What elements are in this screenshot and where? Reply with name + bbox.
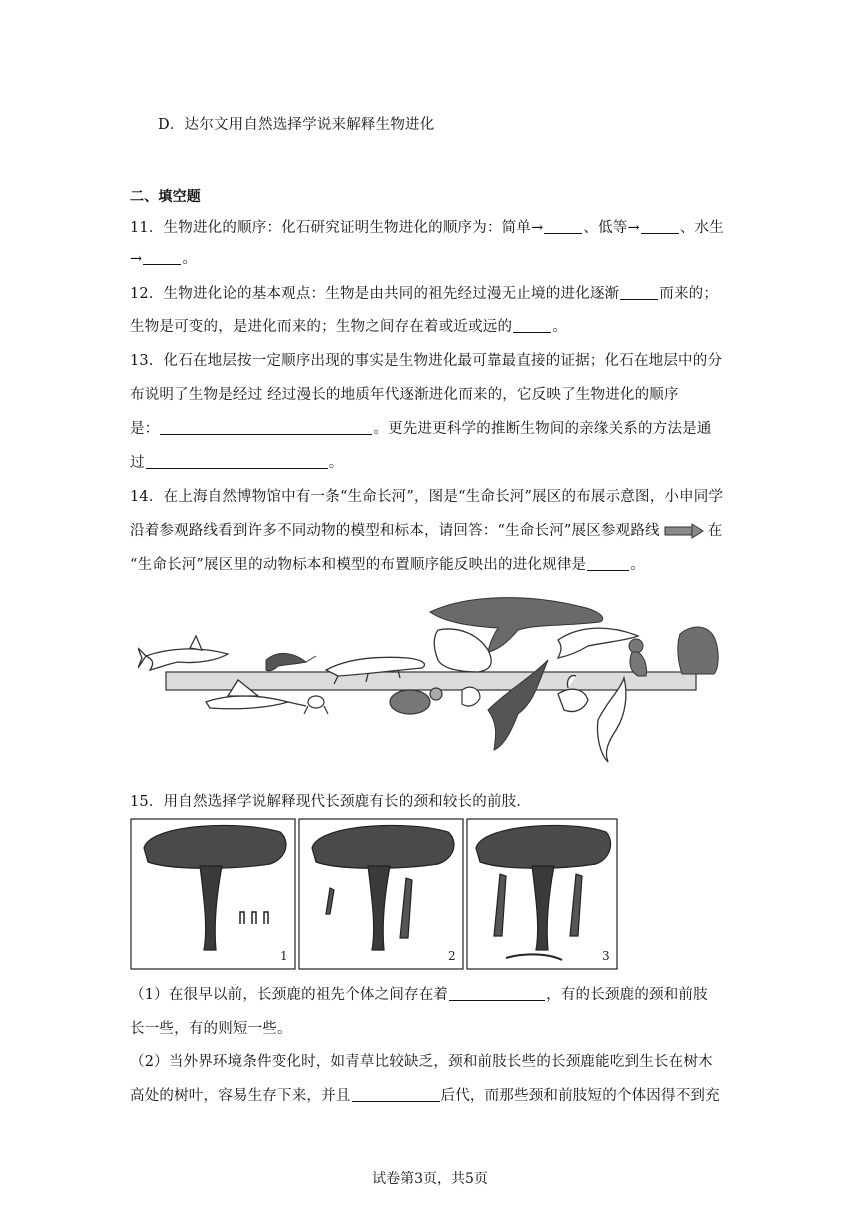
q13-text-3b: 。更先进更科学的推断生物间的亲缘关系的方法是通 (373, 421, 712, 437)
q11-blank-3[interactable] (143, 250, 181, 265)
q11-text-3: 、水生 (679, 220, 724, 236)
q15-sub2-text-c: 后代，而那些颈和前肢短的个体因得不到充 (440, 1088, 720, 1104)
q11-text-5: 。 (182, 251, 198, 267)
panel-2-label: 2 (448, 949, 456, 963)
q11-text-4: → (130, 251, 143, 267)
q15-sub1-text-a: （1）在很早以前，长颈鹿的祖先个体之间存在着 (130, 987, 449, 1003)
q15-blank-2[interactable] (352, 1087, 440, 1102)
question-14-line-3 (130, 553, 645, 574)
giraffe-evolution-figure (130, 818, 620, 970)
q15-sub1-text-b: ，有的长颈鹿的颈和前肢 (546, 987, 708, 1003)
q13-text-4b: 。 (328, 455, 344, 471)
q12-text-1: 12．生物进化论的基本观点：生物是由共同的祖先经过漫无止境的进化逐渐 (130, 286, 620, 302)
q13-text-4a: 过 (130, 455, 145, 471)
shark-icon (138, 636, 228, 670)
panel-3 (467, 819, 617, 969)
q12-blank-1[interactable] (620, 285, 658, 300)
section-heading: 二、填空题 (130, 189, 201, 205)
q11-text-2: 、低等→ (583, 220, 640, 236)
dolphin-icon (558, 628, 638, 658)
question-13-line-2: 布说明了生物是经过 经过漫长的地质年代逐渐进化而来的，它反映了生物进化的顺序 (130, 387, 679, 403)
q13-blank-1[interactable] (160, 420, 372, 435)
parrot-icon (462, 687, 480, 706)
turtle-icon (390, 688, 442, 714)
panel-1 (131, 819, 295, 969)
question-15-sub-1-cont: 长一些，有的则短一些。 (130, 1021, 292, 1037)
panel-3-label: 3 (602, 949, 610, 963)
q14-text-2b: 在 (707, 523, 723, 539)
q14-text-3a: “生命长河”展区里的动物标本和模型的布置顺序能反映出的进化规律是 (130, 557, 587, 573)
q13-text-3a: 是： (130, 421, 160, 437)
q12-text-3: 生物是可变的，是进化而来的；生物之间存在着或近或远的 (130, 319, 513, 335)
question-14-line-2 (130, 519, 722, 540)
question-12-cont (130, 315, 567, 336)
q12-text-4: 。 (552, 319, 567, 335)
q11-blank-1[interactable] (544, 219, 582, 234)
question-15-sub-2: （2）当外界环境条件变化时，如青草比较缺乏，颈和前肢长些的长颈鹿能吃到生长在树木 (130, 1054, 713, 1070)
panel-2 (299, 819, 463, 969)
q14-text-2a: 沿着参观路线看到许多不同动物的模型和标本，请回答：“生命长河”展区参观路线 (130, 523, 660, 539)
question-15-sub-2-cont (130, 1084, 720, 1105)
q15-blank-1[interactable] (449, 986, 545, 1001)
page-footer: 试卷第3页，共5页 (372, 1171, 488, 1187)
q15-sub2-text-b: 高处的树叶，容易生存下来，并且 (130, 1088, 351, 1104)
option-d: D．达尔文用自然选择学说来解释生物进化 (158, 117, 435, 133)
q11-blank-2[interactable] (641, 219, 679, 234)
question-13-line-1: 13．化石在地层按一定顺序出现的事实是生物进化最可靠最直接的证据；化石在地层中的分 (130, 353, 723, 369)
question-11 (130, 216, 724, 237)
question-12 (130, 282, 718, 303)
q12-blank-2[interactable] (513, 318, 551, 333)
monkey-icon (629, 639, 647, 676)
q14-text-3b: 。 (630, 557, 645, 573)
q13-blank-2[interactable] (146, 454, 328, 469)
frog-icon (304, 696, 328, 714)
question-13-line-4 (130, 451, 343, 472)
panel-1-label: 1 (280, 949, 288, 963)
question-15-stem: 15．用自然选择学说解释现代长颈鹿有长的颈和较长的前肢． (130, 794, 532, 810)
question-13-line-3 (130, 417, 712, 438)
right-arrow-icon (664, 523, 704, 539)
river-of-life-figure (138, 590, 728, 770)
question-15-sub-1 (130, 983, 708, 1004)
walrus-icon (434, 629, 491, 672)
gorilla-icon (678, 627, 718, 674)
q12-text-2: 而来的； (659, 286, 719, 302)
question-14-line-1: 14．在上海自然博物馆中有一条“生命长河”，图是“生命长河”展区的布展示意图，小申同学 (130, 489, 724, 505)
lizard-icon (266, 653, 316, 670)
q11-text-1: 11．生物进化的顺序：化石研究证明生物进化的顺序为：简单→ (130, 220, 544, 236)
question-11-cont (130, 247, 197, 268)
q14-blank-1[interactable] (587, 556, 629, 571)
